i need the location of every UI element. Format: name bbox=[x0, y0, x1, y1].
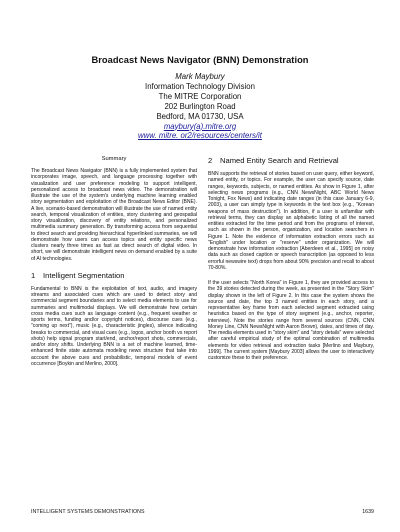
author-url-link[interactable]: www. mitre. or2/resources/centers/it bbox=[138, 131, 262, 141]
section2-text-1: BNN supports the retrieval of stories based on user query, either keyword, named entity, or topics. For example, the user can specify source, date ranges, keywords, subjects, or named entities. As show in Figure 1, after selecting news programs (e.g., CNN NewsNight, ABC World News Tonight, Fox News) and indicating date ranges (in this case January 6-9, 2003), a user can simply type in keywords in the text box (e.g., "Korean weapons of mass destruction"). In addition, if a user is unfamiliar with retrieval terms, they can display an alphabetic listing of all the named entities extracted for the time period and from the programs of interest, such as shown in the person, organization, and location searchers in Figure 1. Note the evidence of information extraction errors such as "English" under location or "reserve" under organization. We will demonstrate how information extraction [Aberdeen et al., 1995] on noisy data such as closed caption or speech transcription (as opposed to less errorful newswire text) drops from about 90% precision and recall to about 70-80%. bbox=[208, 171, 374, 271]
section1-text: Fundamental to BNN is the exploitation of text, audio, and imagery streams and associated cues which are used to detect story and commercial segment boundaries and to select media elements to use for summaries and multimodal displays. We will demonstrate how certain cross media cues such as language content (e.g., frequent weather or sports terms, funding and/or copyright notices), discourse cues (e.g., "coming up next"), music (e.g., characteristic jingles), silence indicating breaks to commercial, and visual cues (e.g., logos, anchor booth vs report shots) help signal program start/end, anchor/report shots, commercials, and/or story shifts. Underlying BNN is a set of machine learned, time-enhanced finite state automata modeling news structure that take into account the above cues and probabilistic, temporal models of event occurrence [Boykin and Merlino, 2000]. bbox=[31, 285, 197, 367]
author-division: Information Technology Division bbox=[145, 81, 255, 91]
author-block bbox=[0, 72, 400, 141]
paragraph-gap bbox=[208, 271, 374, 280]
section1-number: 1 bbox=[31, 270, 36, 280]
section1-heading bbox=[31, 271, 197, 280]
section2-title: Named Entity Search and Retrieval bbox=[220, 156, 339, 165]
author-city: Bedford, MA 01730, USA bbox=[156, 111, 244, 121]
right-column bbox=[208, 156, 374, 361]
section-gap bbox=[31, 262, 197, 271]
paper-title: Broadcast News Navigator (BNN) Demonstration bbox=[91, 55, 309, 65]
left-column bbox=[31, 156, 197, 367]
section2-number: 2 bbox=[208, 156, 213, 165]
footer-running-head: INTELLIGENT SYSTEMS DEMONSTRATIONS bbox=[31, 509, 145, 515]
author-street: 202 Burlington Road bbox=[164, 101, 236, 111]
section2-text-2: If the user selects "North Korea" in Figure 1, they are provided access to the 39 stories detected during the week, as presented in the "Story Skim" display shown in the left of Figure 2. In this case the system shows the source and date, the top 3 named entities in each story, and a representative key frame from each selected segment extracted using heuristics based on the type of story segment (e.g., anchor, reporter, interview). Note the stories range from several sources (CNN, CNN Money Line, CNN NewsNight with Aaron Brown), dates, and times of day. The media elements used in "story skim" and "story details" were selected after careful empirical study of the optimal combination of multimedia elements for video retrieval and extraction tasks [Merlino and Maybury, 1999]. The current system [Maybury 2003] allows the user to interactively customize these to their preference. bbox=[208, 280, 374, 361]
footer-page-number: 1639 bbox=[362, 509, 374, 515]
author-organization: The MITRE Corporation bbox=[158, 91, 242, 101]
author-name: Mark Maybury bbox=[175, 72, 225, 81]
section2-heading bbox=[208, 156, 374, 165]
summary-heading: Summary bbox=[101, 156, 127, 162]
section1-title: Intelligent Segmentation bbox=[43, 270, 125, 280]
author-email-link[interactable]: maybury(a).mitre.org bbox=[163, 121, 237, 131]
summary-text: The Broadcast News Navigator (BNN) is a fully implemented system that incorporates image, speech, and language processing together with visualization and user preference modeling to support intelligent, personalized access to broadcast news video. The demonstration will illustrate the use of the system's underlying machine learning enabled story segmentation and exploitation of the Broadcast News Editor (BNE). A live, scenario-based demonstration will illustrate the use of named entity search, temporal visualization of entities, story clustering and geospatial story visualization, discovery of entity relations, and personalized multimedia summary generation. By transforming access from sequential to direct search and providing hierarchical hyperlinked summaries, we will demonstrate how users can access topics and entity specific news clusters nearly three times as fast as direct search of digital video. In short, we will demonstrate intelligent news on demand enabled by a suite of AI technologies. bbox=[31, 168, 197, 262]
